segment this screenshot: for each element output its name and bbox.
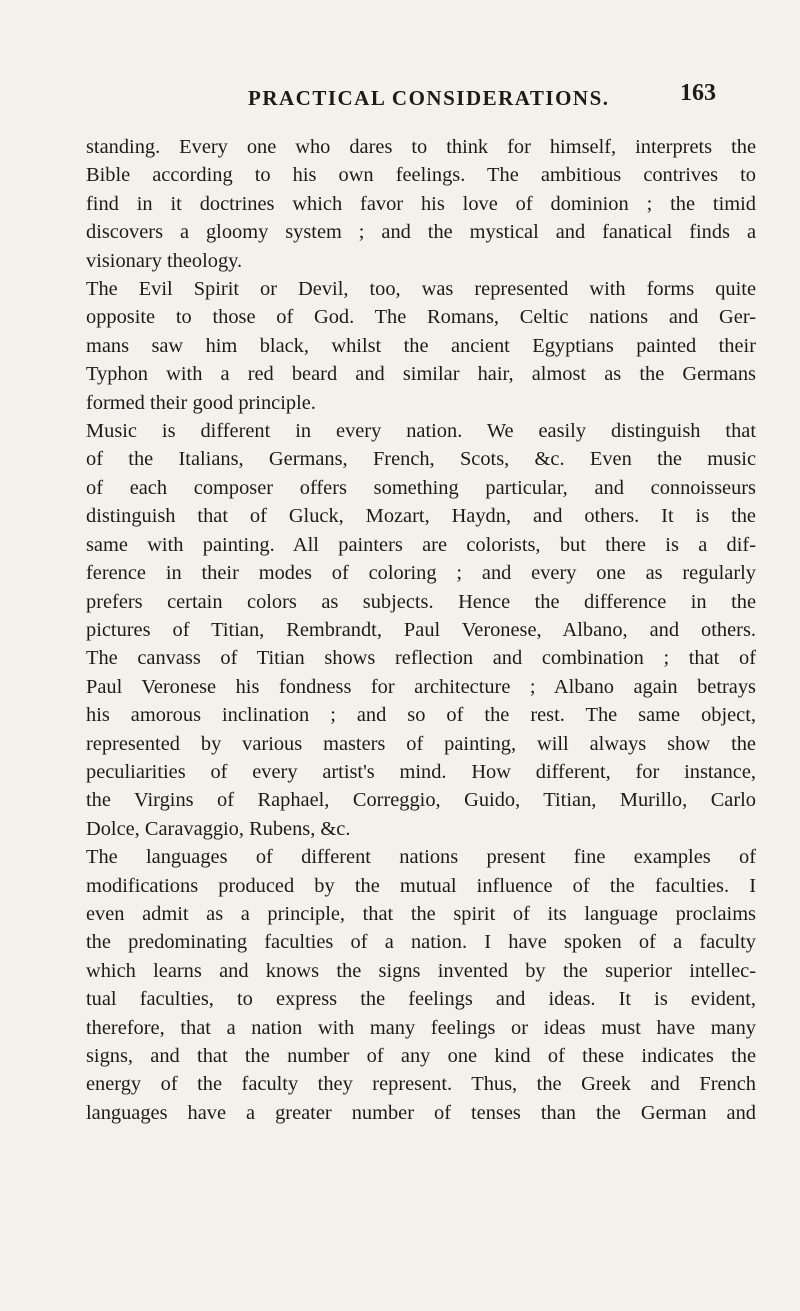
text-line: The languages of different nations present fine examples of: [86, 846, 756, 869]
text-line: distinguish that of Gluck, Mozart, Haydn, and others. It is the: [86, 505, 756, 528]
text-line: the Virgins of Raphael, Correggio, Guido, Titian, Murillo, Carlo: [86, 789, 756, 812]
text-line: The canvass of Titian shows reflection and combination ; that of: [86, 647, 756, 670]
text-line: Dolce, Caravaggio, Rubens, &c.: [86, 817, 351, 840]
text-line: his amorous inclination ; and so of the rest. The same object,: [86, 704, 756, 727]
text-line: formed their good principle.: [86, 391, 316, 414]
body-text: [86, 133, 756, 1127]
text-line: mans saw him black, whilst the ancient Egyptians painted their: [86, 334, 756, 357]
paragraph-2: [86, 275, 756, 417]
paragraph-3: [86, 417, 756, 843]
text-line: energy of the faculty they represent. Thus, the Greek and French: [86, 1073, 756, 1096]
text-line: standing. Every one who dares to think for himself, interprets the: [86, 136, 756, 158]
text-line: the predominating faculties of a nation. I have spoken of a faculty: [86, 931, 756, 954]
text-line: languages have a greater number of tenses than the German and: [86, 1101, 756, 1124]
text-line: find in it doctrines which favor his love of dominion ; the timid: [86, 192, 756, 215]
text-line: even admit as a principle, that the spirit of its language proclaims: [86, 902, 756, 925]
text-line: modifications produced by the mutual influence of the faculties. I: [86, 874, 756, 897]
text-line: signs, and that the number of any one kind of these indicates the: [86, 1045, 756, 1067]
text-line: Typhon with a red beard and similar hair, almost as the Germans: [86, 363, 756, 386]
text-line: opposite to those of God. The Romans, Celtic nations and Ger-: [86, 306, 756, 329]
text-line: represented by various masters of painting, will always show the: [86, 732, 756, 755]
text-line: tual faculties, to express the feelings and ideas. It is evident,: [86, 988, 756, 1011]
page-number: 163: [680, 80, 716, 106]
text-line: Bible according to his own feelings. The ambitious contrives to: [86, 164, 756, 187]
text-line: visionary theology.: [86, 249, 243, 272]
text-line: pictures of Titian, Rembrandt, Paul Veronese, Albano, and others.: [86, 618, 756, 641]
text-line: The Evil Spirit or Devil, too, was represented with forms quite: [86, 278, 756, 301]
text-line: Music is different in every nation. We easily distinguish that: [86, 420, 756, 443]
text-line: of the Italians, Germans, French, Scots, &c. Even the music: [86, 448, 756, 471]
paragraph-1: [86, 133, 756, 275]
text-line: of each composer offers something particular, and connoisseurs: [86, 476, 756, 499]
text-line: which learns and knows the signs invented by the superior intellec-: [86, 959, 756, 982]
text-line: discovers a gloomy system ; and the mystical and fanatical finds a: [86, 221, 756, 244]
text-line: same with painting. All painters are colorists, but there is a dif-: [86, 533, 756, 556]
text-line: prefers certain colors as subjects. Hence the difference in the: [86, 590, 756, 613]
text-line: ference in their modes of coloring ; and every one as regularly: [86, 562, 756, 585]
paragraph-4: [86, 843, 756, 1127]
text-line: Paul Veronese his fondness for architecture ; Albano again betrays: [86, 675, 756, 698]
text-line: peculiarities of every artist's mind. How different, for instance,: [86, 760, 756, 783]
running-head: PRACTICAL CONSIDERATIONS.: [248, 86, 610, 110]
text-line: therefore, that a nation with many feelings or ideas must have many: [86, 1016, 756, 1039]
